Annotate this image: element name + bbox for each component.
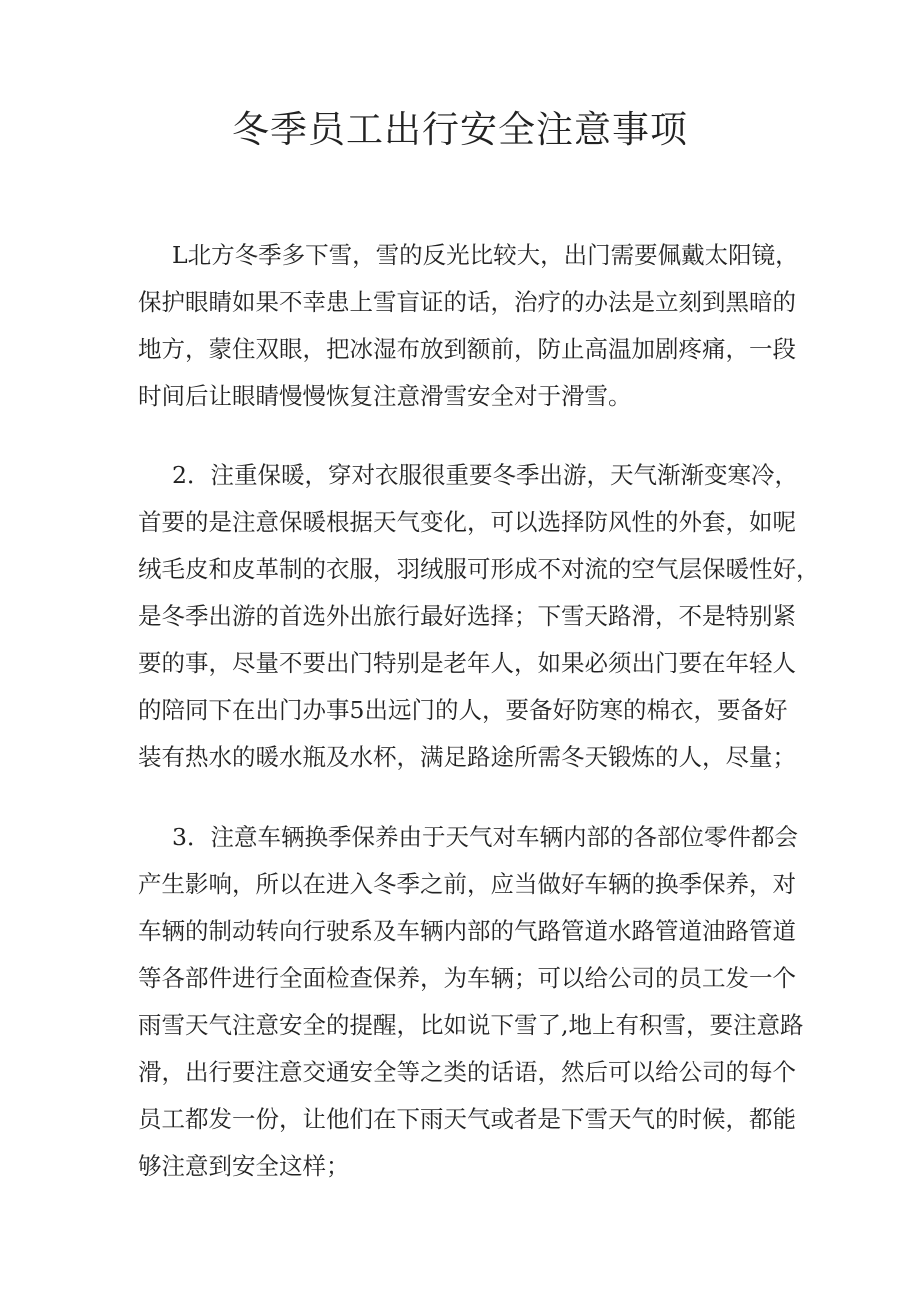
paragraph-line: 车辆的制动转向行驶系及车辆内部的气路管道水路管道油路管道 xyxy=(138,917,796,945)
paragraph-line: 时间后让眼睛慢慢恢复注意滑雪安全对于滑雪。 xyxy=(138,382,632,410)
paragraph-line: 首要的是注意保暖根据天气变化，可以选择防风性的外套，如呢 xyxy=(138,508,796,536)
paragraph-line: 够注意到安全这样； xyxy=(138,1152,350,1180)
paragraph-1 xyxy=(138,232,804,420)
paragraph-line: 装有热水的暖水瓶及水杯，满足路途所需冬天锻炼的人，尽量； xyxy=(138,743,796,771)
paragraph-line: 雨雪天气注意安全的提醒，比如说下雪了,地上有积雪，要注意路 xyxy=(138,1011,804,1039)
paragraph-line: 等各部件进行全面检查保养，为车辆；可以给公司的员工发一个 xyxy=(138,964,796,992)
paragraph-2 xyxy=(138,452,820,781)
document-title: 冬季员工出行安全注意事项 xyxy=(232,108,688,151)
paragraph-line: 3．注意车辆换季保养由于天气对车辆内部的各部位零件都会 xyxy=(172,823,798,851)
paragraph-line: 地方，蒙住双眼，把冰湿布放到额前，防止高温加剧疼痛，一段 xyxy=(138,335,796,363)
paragraph-3 xyxy=(138,814,804,1190)
paragraph-line: 绒毛皮和皮革制的衣服，羽绒服可形成不对流的空气层保暖性好， xyxy=(138,555,820,583)
paragraph-line: 是冬季出游的首选外出旅行最好选择；下雪天路滑，不是特别紧 xyxy=(138,602,796,630)
paragraph-line: 产生影响，所以在进入冬季之前，应当做好车辆的换季保养，对 xyxy=(138,870,796,898)
paragraph-line: 保护眼睛如果不幸患上雪盲证的话，治疗的办法是立刻到黑暗的 xyxy=(138,288,796,316)
paragraph-line: L北方冬季多下雪，雪的反光比较大，出门需要佩戴太阳镜， xyxy=(172,241,799,269)
paragraph-line: 员工都发一份，让他们在下雨天气或者是下雪天气的时候，都能 xyxy=(138,1105,796,1133)
paragraph-line: 2．注重保暖，穿对衣服很重要冬季出游，天气渐渐变寒冷， xyxy=(172,461,798,489)
paragraph-line: 要的事，尽量不要出门特别是老年人，如果必须出门要在年轻人 xyxy=(138,649,796,677)
paragraph-line: 的陪同下在出门办事5出远门的人，要备好防寒的棉衣，要备好 xyxy=(138,696,788,724)
paragraph-line: 滑，出行要注意交通安全等之类的话语，然后可以给公司的每个 xyxy=(138,1058,796,1086)
